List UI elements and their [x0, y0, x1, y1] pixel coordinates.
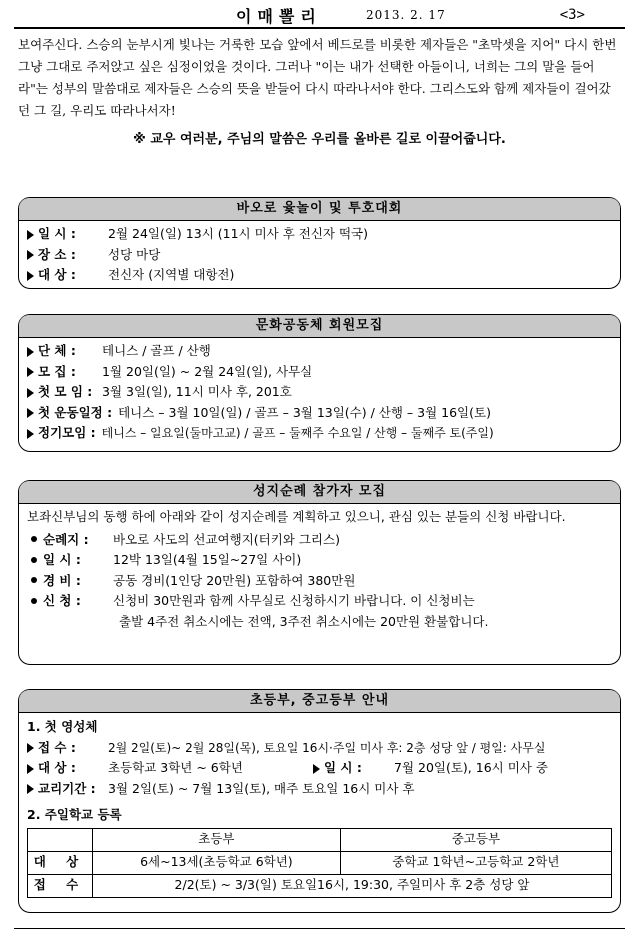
subheading-sunday-school: 2. 주일학교 등록	[27, 807, 122, 822]
info-row	[27, 224, 612, 245]
info-row	[27, 423, 612, 444]
row-value: 2월 2일(토)~ 2월 28일(목), 토요일 16시·주일 미사 후: 2층 성당 앞 / 평일: 사무실	[108, 740, 546, 755]
row-value: 초등학교 3학년 ~ 6학년	[108, 760, 243, 775]
table-row	[28, 874, 612, 897]
row-value: 바오로 사도의 선교여행지(터키와 그리스)	[113, 531, 340, 547]
row-header: 대 상	[28, 851, 93, 874]
row-value: 12박 13일(4월 15일~27일 사이)	[113, 552, 302, 567]
intro-text	[18, 34, 621, 122]
info-row	[27, 382, 612, 403]
table-cell: 중학교 1학년~고등학교 2학년	[340, 851, 611, 874]
table-cell: 6세~13세(초등학교 6학년)	[93, 851, 341, 874]
issue-date: 2013. 2. 17	[366, 8, 446, 22]
row-header: 접 수	[28, 874, 93, 897]
row-label: 신 청 :	[43, 593, 81, 608]
dot-bullet-icon	[31, 557, 37, 563]
row-label: 일 시 :	[38, 226, 76, 241]
info-row	[27, 403, 612, 424]
row-value: 공동 경비(1인당 20만원) 포함하여 380만원	[113, 572, 356, 588]
dot-bullet-icon	[31, 577, 37, 583]
section-title: 초등부, 중고등부 안내	[19, 690, 620, 713]
triangle-bullet-icon	[27, 764, 34, 774]
section-title: 문화공동체 회원모집	[19, 315, 620, 338]
row-value: 전신자 (지역별 대항전)	[108, 267, 235, 282]
row-value: 테니스 – 3월 10일(일) / 골프 – 3월 13일(수) / 산행 – 3월 16일(토)	[118, 404, 491, 420]
row-value: 테니스 – 일요일(둘마고교) / 골프 – 둘째주 수요일 / 산행 – 둘째주 토(주일)	[101, 426, 494, 440]
section-title: 바오로 윷놀이 및 투호대회	[19, 198, 620, 221]
subheading-first-communion: 1. 첫 영성체	[27, 719, 98, 734]
dot-bullet-icon	[31, 598, 37, 604]
intro-paragraph: 보여주신다. 스승의 눈부시게 빛나는 거룩한 모습 앞에서 베드로를 비롯한 제자들은 "초막셋을 지어" 다시 한번 그냥 그대로 주저앉고 싶은 심정이었을 것이다. 그러나 "이는 내가 선택한 아들이니, 너희는 그의 말을 들어라"는 성부의 말씀대로 제자들은 스승의 뜻을 받들어 다시 따라나서야 한다. 그리스도와 함께 제자들이 걸어갔던 그 길, 우리도 따라나서자!	[18, 37, 617, 118]
table-cell: 2/2(토) ~ 3/3(일) 토요일16시, 19:30, 주일미사 후 2층 성당 앞	[93, 874, 612, 897]
triangle-bullet-icon	[27, 250, 34, 260]
section-culture-community	[18, 314, 621, 452]
header-divider	[14, 27, 625, 29]
section-school-guide	[18, 689, 621, 913]
triangle-bullet-icon	[313, 764, 320, 774]
info-row	[27, 591, 612, 612]
row-label: 접 수 :	[38, 739, 76, 755]
row-label: 경 비 :	[43, 572, 81, 588]
row-label: 정기모임 :	[38, 425, 96, 440]
row-label: 단 체 :	[38, 343, 76, 358]
triangle-bullet-icon	[27, 347, 34, 357]
row-label: 대 상 :	[38, 760, 76, 775]
triangle-bullet-icon	[27, 388, 34, 398]
page-number: <3>	[559, 7, 585, 23]
section-intro: 보좌신부님의 동행 하에 아래와 같이 성지순례를 계획하고 있으니, 관심 있는 분들의 신청 바랍니다.	[27, 509, 566, 524]
section-yut-competition	[18, 197, 621, 289]
table-corner	[28, 828, 93, 851]
row-label: 모 집 :	[38, 363, 76, 379]
emphasis-line: ※ 교우 여러분, 주님의 말씀은 우리를 올바른 길로 이끌어줍니다.	[133, 132, 506, 147]
row-label: 순례지 :	[43, 531, 89, 547]
registration-table	[27, 828, 612, 898]
row-label: 첫 운동일정 :	[38, 404, 113, 420]
info-row	[27, 530, 612, 551]
row-value: 3월 2일(토) ~ 7월 13일(토), 매주 토요일 16시 미사 후	[108, 780, 415, 796]
triangle-bullet-icon	[27, 230, 34, 240]
triangle-bullet-icon	[27, 367, 34, 377]
info-row	[27, 571, 612, 592]
column-header: 중고등부	[340, 828, 611, 851]
info-row	[27, 779, 612, 800]
row-value: 2월 24일(일) 13시 (11시 미사 후 전신자 떡국)	[108, 226, 368, 241]
triangle-bullet-icon	[27, 408, 34, 418]
row-label: 교리기간 :	[38, 780, 96, 796]
row-label: 일 시 :	[43, 552, 81, 567]
newsletter-title: 이매뽈리	[236, 7, 322, 26]
row-label: 장 소 :	[38, 246, 76, 262]
row-value: 1월 20일(일) ~ 2월 24일(일), 사무실	[102, 363, 313, 379]
info-row	[27, 341, 612, 362]
row-value: 테니스 / 골프 / 산행	[102, 343, 211, 358]
table-row	[28, 828, 612, 851]
triangle-bullet-icon	[27, 743, 34, 753]
section-pilgrimage	[18, 480, 621, 665]
info-row	[27, 265, 612, 286]
triangle-bullet-icon	[27, 429, 34, 439]
info-row	[27, 550, 612, 571]
row-label: 일 시 :	[324, 760, 362, 775]
triangle-bullet-icon	[27, 271, 34, 281]
row-value: 신청비 30만원과 함께 사무실로 신청하시기 바랍니다. 이 신청비는	[113, 593, 475, 608]
section-title: 성지순례 참가자 모집	[19, 481, 620, 504]
column-header: 초등부	[93, 828, 341, 851]
page-header	[14, 4, 625, 26]
row-label: 첫 모 임 :	[38, 384, 93, 399]
row-label: 대 상 :	[38, 267, 76, 282]
footer-divider	[14, 928, 625, 929]
dot-bullet-icon	[31, 536, 37, 542]
info-row	[27, 758, 612, 779]
info-row	[27, 362, 612, 383]
row-continuation: 출발 4주전 취소시에는 전액, 3주전 취소시에는 20만원 환불합니다.	[119, 613, 489, 629]
info-row	[27, 245, 612, 266]
info-row	[27, 738, 612, 759]
triangle-bullet-icon	[27, 784, 34, 794]
row-value: 7월 20일(토), 16시 미사 중	[394, 760, 548, 775]
row-value: 성당 마당	[108, 246, 161, 262]
table-row	[28, 851, 612, 874]
row-value: 3월 3일(일), 11시 미사 후, 201호	[102, 384, 292, 399]
